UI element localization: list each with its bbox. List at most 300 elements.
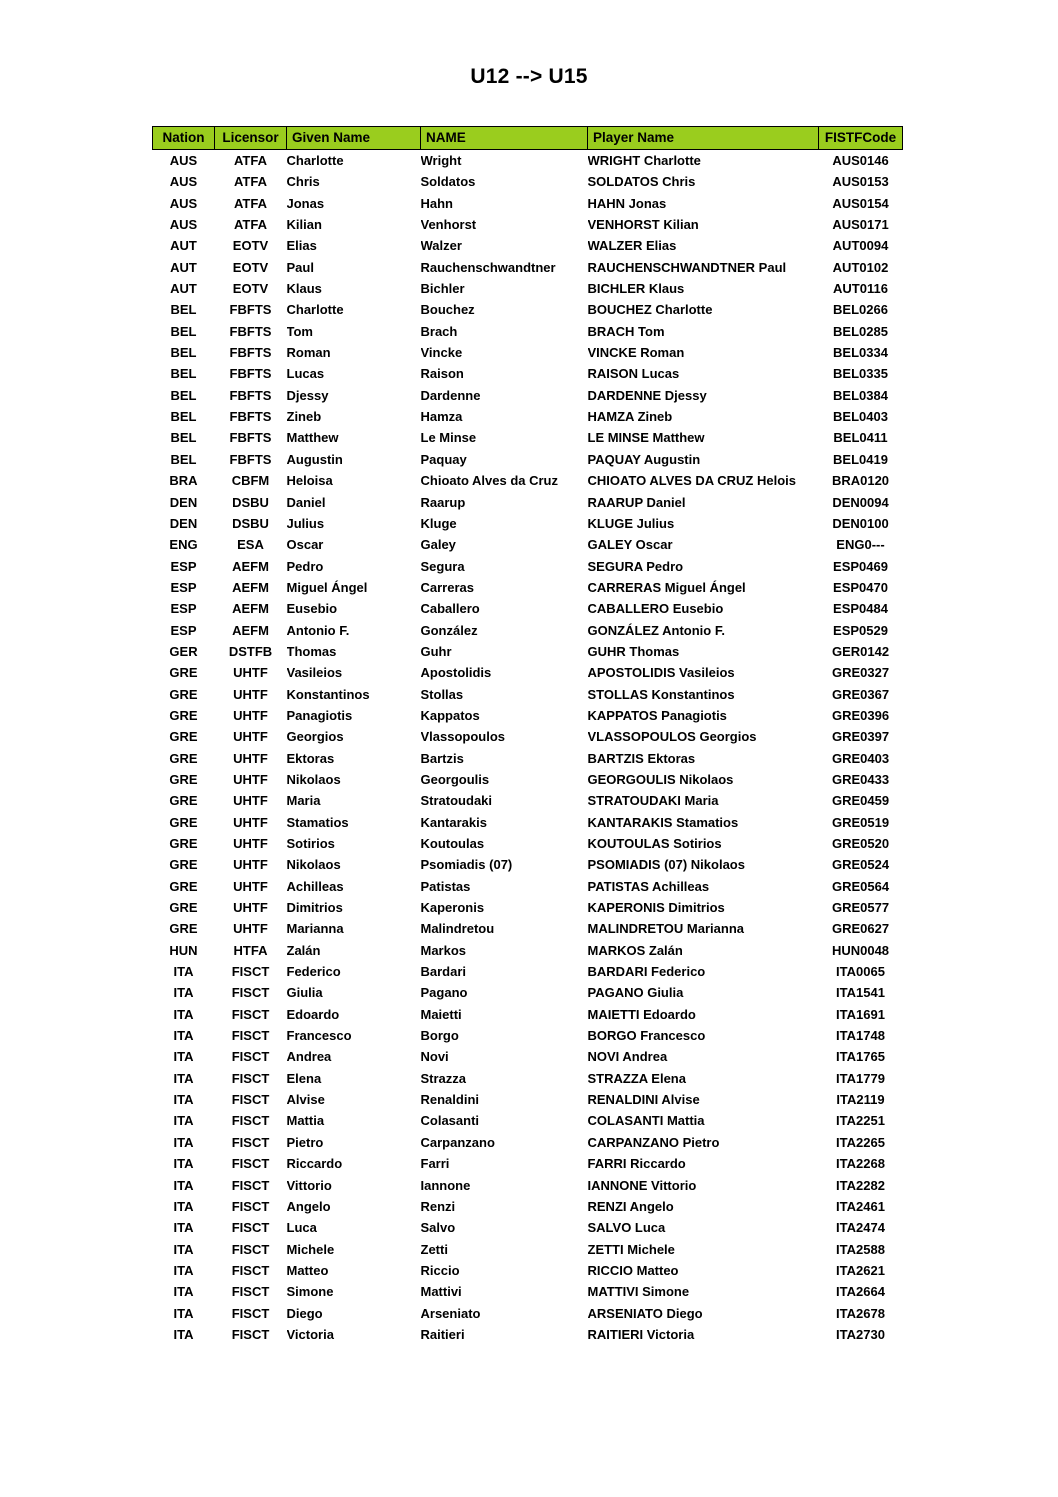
cell-nation: ITA <box>173 1028 194 1044</box>
cell-given: Simone <box>286 1284 334 1300</box>
cell-licensor: FISCT <box>231 1006 270 1022</box>
cell-nation: GRE <box>169 771 198 787</box>
cell-nation: GRE <box>169 814 198 830</box>
cell-licensor: FISCT <box>231 1028 270 1044</box>
cell-given: Miguel Ángel <box>286 579 368 595</box>
cell-nation: ITA <box>173 1156 194 1172</box>
table-row <box>153 1089 903 1110</box>
cell-given: Vittorio <box>286 1177 332 1193</box>
cell-code: ESP0469 <box>833 558 888 574</box>
cell-nation: AUT <box>170 238 197 254</box>
cell-given: Charlotte <box>286 153 344 168</box>
player-roster-table <box>152 126 903 1345</box>
cell-licensor: FBFTS <box>229 366 272 382</box>
table-body <box>153 150 903 1346</box>
cell-code: GRE0327 <box>831 665 890 681</box>
cell-nation: AUS <box>169 174 198 190</box>
cell-name: Rauchenschwandtner <box>420 259 556 275</box>
cell-nation: ITA <box>173 1092 194 1108</box>
cell-nation: ITA <box>173 1262 194 1278</box>
page-title: U12 --> U15 <box>470 65 588 88</box>
cell-licensor: FISCT <box>231 985 270 1001</box>
cell-name: Kappatos <box>420 707 480 723</box>
cell-licensor: DSBU <box>232 515 269 531</box>
cell-player: NOVI Andrea <box>587 1049 668 1065</box>
cell-player: PSOMIADIS (07) Nikolaos <box>587 857 745 873</box>
table-row <box>153 726 903 747</box>
cell-licensor: UHTF <box>233 793 268 809</box>
cell-given: Roman <box>286 345 331 361</box>
cell-licensor: UHTF <box>233 771 268 787</box>
cell-nation: ESP <box>170 558 197 574</box>
cell-nation: ITA <box>173 1241 194 1257</box>
cell-nation: BEL <box>170 345 197 361</box>
cell-nation: ESP <box>170 601 197 617</box>
cell-given: Kilian <box>286 217 322 233</box>
cell-player: GEORGOULIS Nikolaos <box>587 771 734 787</box>
cell-nation: ITA <box>173 1326 194 1342</box>
table-row <box>153 854 903 875</box>
cell-licensor: UHTF <box>233 665 268 681</box>
cell-code: GRE0433 <box>831 771 890 787</box>
cell-player: KLUGE Julius <box>587 515 675 531</box>
table-row <box>153 171 903 192</box>
table-row <box>153 940 903 961</box>
cell-name: Renaldini <box>420 1092 480 1108</box>
table-row <box>153 1153 903 1174</box>
cell-nation: GRE <box>169 878 198 894</box>
cell-given: Ektoras <box>286 750 335 766</box>
cell-name: Bichler <box>420 281 465 297</box>
table-row <box>153 577 903 598</box>
cell-nation: DEN <box>169 494 198 510</box>
cell-licensor: FBFTS <box>229 345 272 361</box>
cell-name: Strazza <box>420 1070 467 1086</box>
cell-licensor: UHTF <box>233 836 268 851</box>
cell-code: GRE0403 <box>831 750 890 766</box>
cell-name: Bartzis <box>420 750 464 766</box>
cell-code: ITA2664 <box>836 1284 885 1300</box>
cell-player: RICCIO Matteo <box>587 1262 679 1278</box>
cell-name: Carpanzano <box>420 1134 495 1150</box>
cell-code: ITA0065 <box>836 964 885 980</box>
table-row <box>153 385 903 406</box>
cell-name: Hahn <box>420 195 453 211</box>
cell-player: COLASANTI Mattia <box>587 1113 705 1129</box>
cell-name: Vincke <box>420 345 463 361</box>
cell-given: Matteo <box>286 1262 329 1278</box>
cell-code: BEL0335 <box>833 366 888 382</box>
cell-nation: GRE <box>169 750 198 766</box>
cell-player: SOLDATOS Chris <box>587 174 696 190</box>
cell-player: RAUCHENSCHWANDTNER Paul <box>587 259 787 275</box>
cell-player: WRIGHT Charlotte <box>587 153 701 168</box>
cell-licensor: FISCT <box>231 964 270 980</box>
cell-code: GRE0627 <box>831 921 890 937</box>
cell-given: Augustin <box>286 451 343 467</box>
table-row <box>153 321 903 342</box>
cell-name: Paquay <box>420 451 467 467</box>
table-row <box>153 1110 903 1131</box>
cell-licensor: UHTF <box>233 900 268 916</box>
cell-code: AUS0154 <box>832 195 889 211</box>
table-row <box>153 1239 903 1260</box>
cell-player: CARPANZANO Pietro <box>587 1134 720 1150</box>
table-row <box>153 833 903 854</box>
cell-name: Iannone <box>420 1177 471 1193</box>
cell-nation: GRE <box>169 729 198 745</box>
cell-name: Kaperonis <box>420 900 485 916</box>
cell-licensor: UHTF <box>233 707 268 723</box>
cell-player: PAGANO Giulia <box>587 985 684 1001</box>
cell-player: STOLLAS Konstantinos <box>587 686 735 702</box>
cell-player: IANNONE Vittorio <box>587 1177 697 1193</box>
cell-nation: GRE <box>169 686 198 702</box>
cell-name: Borgo <box>420 1028 459 1044</box>
cell-given: Dimitrios <box>286 900 343 916</box>
cell-licensor: FBFTS <box>229 430 272 446</box>
cell-player: GUHR Thomas <box>587 643 680 659</box>
cell-nation: BEL <box>170 387 197 403</box>
cell-licensor: FISCT <box>231 1326 270 1342</box>
cell-given: Georgios <box>286 729 344 745</box>
cell-name: Georgoulis <box>420 771 490 787</box>
table-header-row <box>153 127 903 150</box>
table-row <box>153 427 903 448</box>
cell-licensor: FBFTS <box>229 302 272 318</box>
cell-nation: AUT <box>170 259 197 275</box>
cell-given: Heloisa <box>286 473 333 489</box>
cell-name: Mattivi <box>420 1284 462 1300</box>
cell-given: Jonas <box>286 195 325 211</box>
cell-nation: GER <box>169 643 198 659</box>
cell-given: Marianna <box>286 921 344 937</box>
cell-code: GRE0564 <box>831 878 890 894</box>
cell-licensor: ATFA <box>234 153 267 168</box>
cell-licensor: FISCT <box>231 1177 270 1193</box>
cell-player: SEGURA Pedro <box>587 558 684 574</box>
cell-licensor: EOTV <box>232 281 269 297</box>
cell-nation: HUN <box>169 942 198 958</box>
cell-licensor: DSTFB <box>228 643 273 659</box>
cell-code: ITA2730 <box>836 1326 885 1342</box>
cell-name: Vlassopoulos <box>420 729 506 745</box>
table-row <box>153 662 903 683</box>
cell-licensor: UHTF <box>233 750 268 766</box>
table-header <box>153 127 903 150</box>
table-row <box>153 534 903 555</box>
cell-player: HAHN Jonas <box>587 195 667 211</box>
cell-nation: GRE <box>169 900 198 916</box>
cell-given: Angelo <box>286 1198 331 1214</box>
cell-nation: ITA <box>173 1006 194 1022</box>
cell-player: GALEY Oscar <box>587 537 673 553</box>
cell-name: Le Minse <box>420 430 477 446</box>
cell-player: RAITIERI Victoria <box>587 1326 695 1342</box>
cell-name: Malindretou <box>420 921 495 937</box>
cell-given: Francesco <box>286 1028 352 1044</box>
cell-code: BEL0285 <box>833 323 888 339</box>
table-row <box>153 918 903 939</box>
cell-code: AUT0102 <box>832 259 889 275</box>
cell-name: Venhorst <box>420 217 477 233</box>
cell-nation: AUS <box>169 217 198 233</box>
cell-licensor: ATFA <box>234 174 267 190</box>
cell-given: Mattia <box>286 1113 325 1129</box>
player-roster-table-container <box>152 126 902 1345</box>
table-row <box>153 684 903 705</box>
table-row <box>153 1260 903 1281</box>
table-row <box>153 748 903 769</box>
cell-given: Edoardo <box>286 1006 340 1022</box>
cell-nation: ESP <box>170 579 197 595</box>
table-row <box>153 897 903 918</box>
table-row <box>153 598 903 619</box>
cell-code: ITA2461 <box>836 1198 885 1214</box>
table-row <box>153 705 903 726</box>
cell-code: ITA2474 <box>836 1220 885 1236</box>
cell-given: Alvise <box>286 1092 325 1108</box>
cell-given: Konstantinos <box>286 686 370 702</box>
cell-code: AUT0094 <box>832 238 889 254</box>
cell-given: Luca <box>286 1220 317 1236</box>
cell-licensor: FISCT <box>231 1220 270 1236</box>
cell-given: Julius <box>286 515 325 531</box>
cell-code: AUS0146 <box>832 153 889 168</box>
cell-player: KAPPATOS Panagiotis <box>587 707 727 723</box>
cell-code: GRE0519 <box>831 814 890 830</box>
cell-given: Tom <box>286 323 313 339</box>
cell-name: Raitieri <box>420 1326 465 1342</box>
cell-licensor: CBFM <box>231 473 270 489</box>
cell-name: Raison <box>420 366 464 382</box>
table-row <box>153 513 903 534</box>
cell-code: BEL0334 <box>833 345 888 361</box>
cell-player: MAIETTI Edoardo <box>587 1006 696 1022</box>
cell-player: WALZER Elias <box>587 238 677 254</box>
cell-licensor: UHTF <box>233 814 268 830</box>
cell-code: ITA2588 <box>836 1241 885 1257</box>
cell-nation: AUS <box>169 195 198 211</box>
cell-player: VLASSOPOULOS Georgios <box>587 729 757 745</box>
cell-licensor: FISCT <box>231 1156 270 1172</box>
cell-name: Chioato Alves da Cruz <box>420 473 558 489</box>
table-row <box>153 961 903 982</box>
table-row <box>153 1217 903 1238</box>
column-header-name: NAME <box>421 127 588 150</box>
cell-given: Antonio F. <box>286 622 350 638</box>
cell-nation: ITA <box>173 985 194 1001</box>
cell-name: Hamza <box>420 409 463 425</box>
cell-nation: ESP <box>170 622 197 638</box>
cell-name: Novi <box>420 1049 449 1065</box>
cell-code: BEL0266 <box>833 302 888 318</box>
cell-given: Nikolaos <box>286 857 341 873</box>
cell-given: Nikolaos <box>286 771 341 787</box>
cell-player: VINCKE Roman <box>587 345 685 361</box>
cell-name: Soldatos <box>420 174 476 190</box>
cell-name: Bardari <box>420 964 467 980</box>
cell-code: ITA1779 <box>836 1070 885 1086</box>
cell-nation: BRA <box>169 473 198 489</box>
table-row <box>153 1068 903 1089</box>
cell-name: Segura <box>420 558 465 574</box>
cell-code: AUT0116 <box>833 281 888 297</box>
cell-nation: BEL <box>170 430 197 446</box>
cell-code: BRA0120 <box>831 473 890 489</box>
cell-given: Daniel <box>286 494 326 510</box>
cell-given: Vasileios <box>286 665 343 681</box>
cell-nation: BEL <box>170 302 197 318</box>
cell-licensor: EOTV <box>232 259 269 275</box>
table-row <box>153 1303 903 1324</box>
cell-player: ZETTI Michele <box>587 1241 675 1257</box>
cell-licensor: EOTV <box>232 238 269 254</box>
cell-name: Patistas <box>420 878 471 894</box>
cell-nation: ITA <box>173 1134 194 1150</box>
cell-player: LE MINSE Matthew <box>587 430 705 446</box>
cell-given: Diego <box>286 1305 323 1321</box>
cell-code: ITA1691 <box>836 1006 885 1022</box>
cell-player: BARTZIS Ektoras <box>587 750 696 766</box>
cell-code: ENG0--- <box>836 537 885 553</box>
cell-player: DARDENNE Djessy <box>587 387 707 403</box>
cell-player: GONZÁLEZ Antonio F. <box>587 622 725 638</box>
cell-player: MALINDRETOU Marianna <box>587 921 744 937</box>
cell-name: Dardenne <box>420 387 481 403</box>
cell-player: RENZI Angelo <box>587 1198 674 1214</box>
cell-code: ESP0484 <box>833 601 888 617</box>
cell-player: BICHLER Klaus <box>587 281 685 297</box>
cell-licensor: UHTF <box>233 686 268 702</box>
cell-nation: BEL <box>170 409 197 425</box>
cell-player: RAISON Lucas <box>587 366 680 382</box>
cell-licensor: UHTF <box>233 857 268 873</box>
cell-given: Maria <box>286 793 321 809</box>
cell-code: BEL0403 <box>833 409 888 425</box>
cell-licensor: AEFM <box>232 579 269 595</box>
cell-nation: BEL <box>170 366 197 382</box>
cell-player: KANTARAKIS Stamatios <box>587 814 739 830</box>
cell-player: STRAZZA Elena <box>587 1070 686 1086</box>
cell-code: GRE0396 <box>831 707 890 723</box>
cell-licensor: ATFA <box>234 195 267 211</box>
cell-player: PAQUAY Augustin <box>587 451 701 467</box>
cell-nation: GRE <box>169 707 198 723</box>
cell-player: BOUCHEZ Charlotte <box>587 302 713 318</box>
cell-code: ITA2282 <box>836 1177 885 1193</box>
cell-nation: ITA <box>173 1198 194 1214</box>
cell-player: HAMZA Zineb <box>587 409 673 425</box>
cell-given: Elena <box>286 1070 322 1086</box>
cell-licensor: FISCT <box>231 1070 270 1086</box>
cell-player: CARRERAS Miguel Ángel <box>587 579 746 595</box>
cell-player: KOUTOULAS Sotirios <box>587 836 722 851</box>
cell-given: Zalán <box>286 942 321 958</box>
cell-code: ITA2119 <box>836 1092 885 1108</box>
table-row <box>153 1196 903 1217</box>
cell-player: RAARUP Daniel <box>587 494 686 510</box>
cell-code: ITA2678 <box>836 1305 885 1321</box>
cell-name: Wright <box>420 153 462 168</box>
cell-name: Renzi <box>420 1198 456 1214</box>
cell-code: AUS0153 <box>832 174 889 190</box>
cell-player: KAPERONIS Dimitrios <box>587 900 725 916</box>
cell-nation: BEL <box>170 451 197 467</box>
table-row <box>153 1175 903 1196</box>
cell-licensor: FISCT <box>231 1305 270 1321</box>
cell-nation: DEN <box>169 515 198 531</box>
cell-nation: ITA <box>173 1177 194 1193</box>
table-row <box>153 342 903 363</box>
cell-licensor: UHTF <box>233 921 268 937</box>
cell-code: ITA1748 <box>836 1028 885 1044</box>
table-row <box>153 790 903 811</box>
cell-code: ITA2251 <box>836 1113 885 1129</box>
cell-name: Maietti <box>420 1006 462 1022</box>
cell-licensor: AEFM <box>232 558 269 574</box>
column-header-licensor: Licensor <box>215 127 287 150</box>
cell-code: GRE0524 <box>831 857 890 873</box>
cell-given: Thomas <box>286 643 337 659</box>
cell-code: GRE0397 <box>831 729 890 745</box>
cell-nation: GRE <box>169 836 198 851</box>
cell-licensor: DSBU <box>232 494 269 510</box>
cell-name: Riccio <box>420 1262 460 1278</box>
cell-licensor: FISCT <box>231 1092 270 1108</box>
cell-code: DEN0094 <box>832 494 889 510</box>
cell-player: MARKOS Zalán <box>587 942 683 958</box>
cell-nation: ITA <box>173 1070 194 1086</box>
cell-name: Bouchez <box>420 302 475 318</box>
cell-name: Zetti <box>420 1241 448 1257</box>
cell-nation: GRE <box>169 921 198 937</box>
cell-given: Charlotte <box>286 302 344 318</box>
cell-given: Lucas <box>286 366 325 382</box>
cell-nation: ENG <box>169 537 198 553</box>
cell-name: González <box>420 622 478 638</box>
cell-licensor: HTFA <box>233 942 268 958</box>
cell-licensor: AEFM <box>232 622 269 638</box>
cell-player: CABALLERO Eusebio <box>587 601 724 617</box>
cell-name: Psomiadis (07) <box>420 857 513 873</box>
cell-code: GRE0459 <box>831 793 890 809</box>
table-row <box>153 278 903 299</box>
cell-nation: ITA <box>173 1305 194 1321</box>
cell-player: VENHORST Kilian <box>587 217 699 233</box>
cell-licensor: FISCT <box>231 1134 270 1150</box>
cell-code: ESP0529 <box>833 622 888 638</box>
cell-name: Farri <box>420 1156 450 1172</box>
table-row <box>153 214 903 235</box>
cell-player: BRACH Tom <box>587 323 665 339</box>
cell-player: APOSTOLIDIS Vasileios <box>587 665 735 681</box>
column-header-fistfcode: FISTFCode <box>819 127 903 150</box>
cell-code: BEL0419 <box>833 451 888 467</box>
table-row <box>153 470 903 491</box>
table-row <box>153 1324 903 1345</box>
cell-given: Federico <box>286 964 341 980</box>
cell-name: Caballero <box>420 601 480 617</box>
cell-given: Riccardo <box>286 1156 343 1172</box>
cell-player: FARRI Riccardo <box>587 1156 686 1172</box>
cell-given: Oscar <box>286 537 324 553</box>
cell-name: Arseniato <box>420 1305 481 1321</box>
cell-nation: GRE <box>169 857 198 873</box>
column-header-given-name: Given Name <box>287 127 421 150</box>
table-row <box>153 769 903 790</box>
table-row <box>153 641 903 662</box>
